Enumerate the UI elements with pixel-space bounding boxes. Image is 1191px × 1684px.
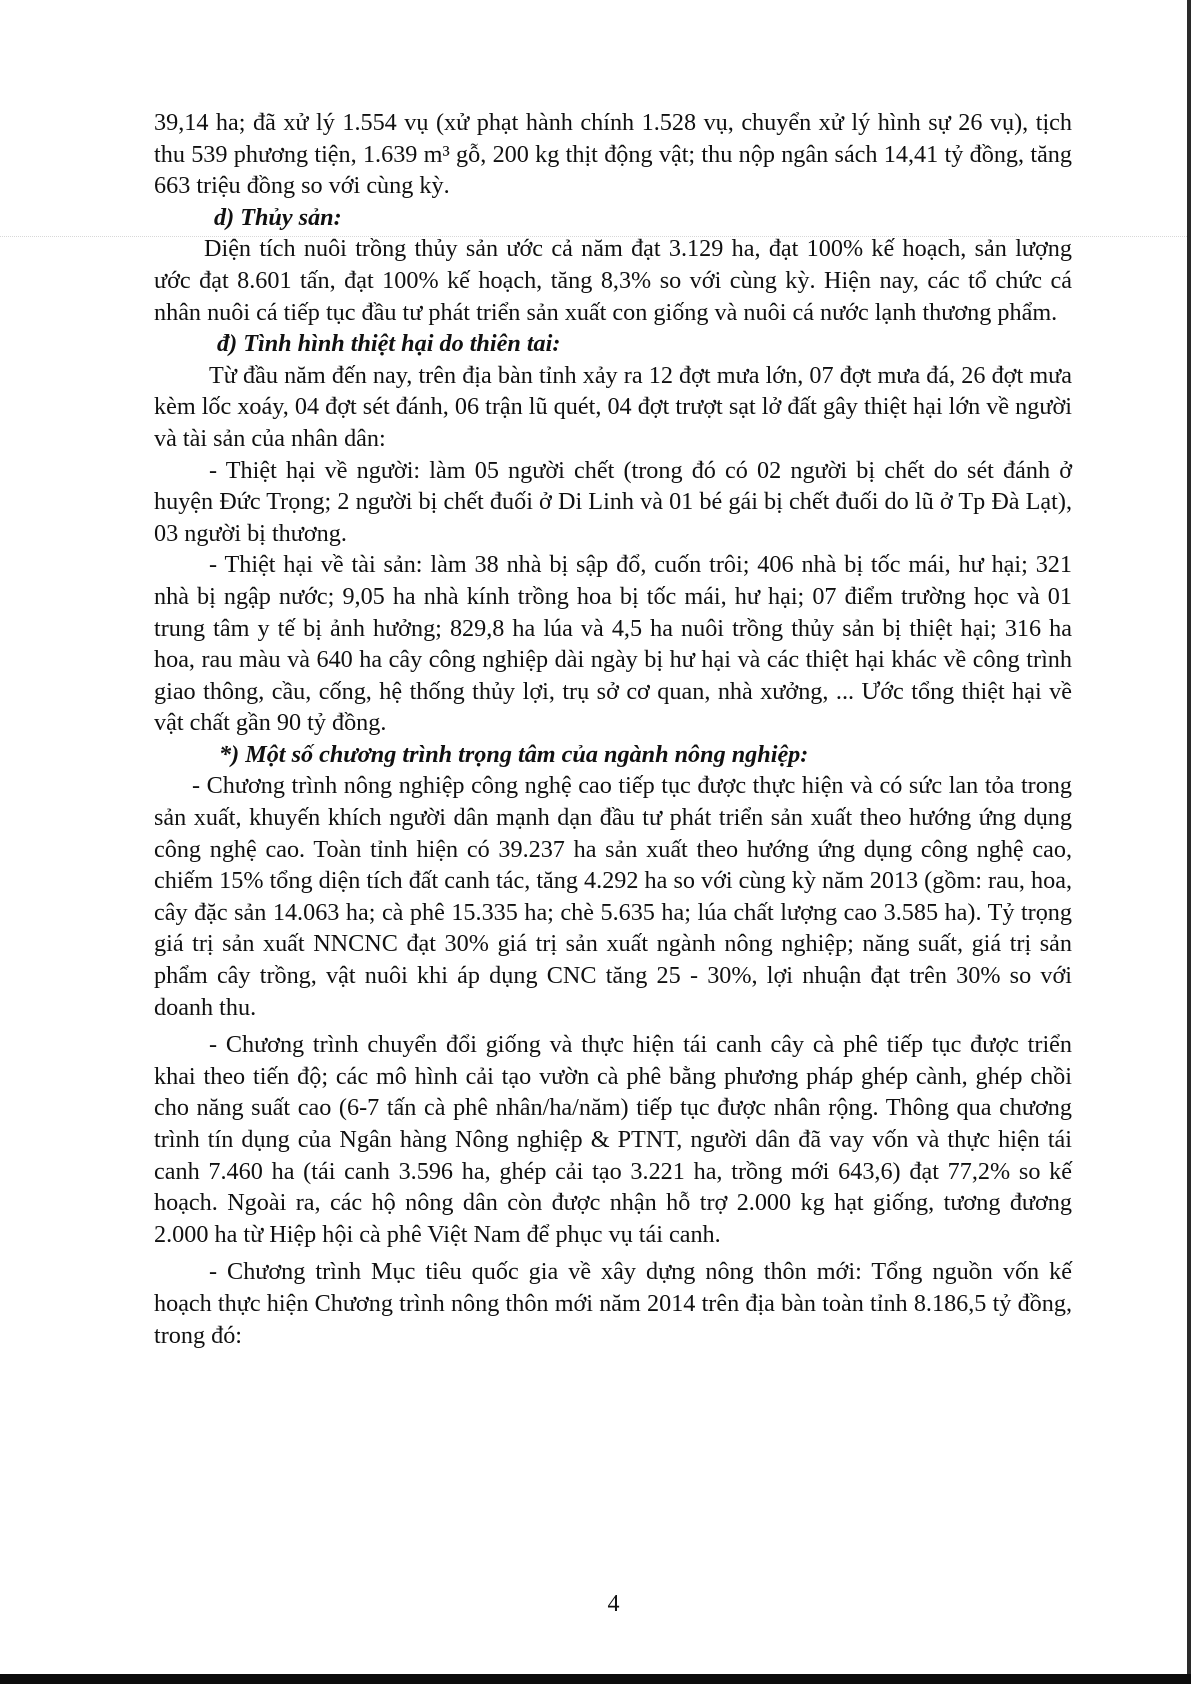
program-hightech-item: - Chương trình nông nghiệp công nghệ cao tiếp tục được thực hiện và có sức lan tỏa trong sản xuất, khuyến khích người dân mạnh dạn đầu tư phát triển sản xuất theo hướng ứng dụng công nghệ cao. Toàn tỉnh hiện có 39.237 ha sản xuất theo hướng ứng dụng công nghệ cao, chiếm 15% tổng diện tích đất canh tác, tăng 4.292 ha so với cùng kỳ năm 2013 (gồm: rau, hoa, cây đặc sản 14.063 ha; cà phê 15.335 ha; chè 5.635 ha; lúa chất lượng cao 3.585 ha). Tỷ trọng giá trị sản xuất NNCNC đạt 30% giá trị sản xuất ngành nông nghiệp; năng suất, giá trị sản phẩm cây trồng, vật nuôi khi áp dụng CNC tăng 25 - 30%, lợi nhuận đạt trên 30% so với doanh thu.: [154, 772, 1072, 1021]
program-coffee-item: - Chương trình chuyển đổi giống và thực hiện tái canh cây cà phê tiếp tục được triển khai theo tiến độ; các mô hình cải tạo vườn cà phê bằng phương pháp ghép cành, ghép chồi cho năng suất cao (6-7 tấn cà phê nhân/ha/năm) tiếp tục được nhân rộng. Thông qua chương trình tín dụng của Ngân hàng Nông nghiệp & PTNT, người dân đã vay vốn và thực hiện tái canh 7.460 ha (tái canh 3.596 ha, ghép cải tạo 3.221 ha, trồng mới 643,6) đạt 77,2% so kế hoạch. Ngoài ra, các hộ nông dân còn được nhận hỗ trợ 2.000 kg hạt giống, tương đương 2.000 ha từ Hiệp hội cà phê Việt Nam để phục vụ tái canh.: [154, 1031, 1072, 1248]
damage-people-item: - Thiệt hại về người: làm 05 người chết (trong đó có 02 người bị chết do sét đánh ở huyện Đức Trọng; 2 người bị chết đuối ở Di Linh và 01 bé gái bị chết đuối do lũ ở Tp Đà Lạt), 03 người bị thương.: [154, 456, 1072, 547]
programs-heading: *) Một số chương trình trọng tâm của ngành nông nghiệp:: [219, 740, 809, 768]
section-d-heading: d) Thủy sản:: [214, 203, 342, 231]
scan-edge-right: [1187, 0, 1191, 1684]
damage-property-item: - Thiệt hại về tài sản: làm 38 nhà bị sập đổ, cuốn trôi; 406 nhà bị tốc mái, hư hại; 321 nhà bị ngập nước; 9,05 ha nhà kính trồng hoa bị tốc mái, hư hại; 07 điểm trường học và 01 trung tâm y tế bị ảnh hưởng; 829,8 ha lúa và 4,5 ha nuôi trồng thủy sản bị thiệt hại; 316 ha hoa, rau màu và 640 ha cây công nghiệp dài ngày bị hư hại và các thiệt hại khác về công trình giao thông, cầu, cống, hệ thống thủy lợi, trụ sở cơ quan, nhà xưởng, ... Ước tổng thiệt hại về vật chất gần 90 tỷ đồng.: [154, 551, 1072, 737]
document-body: [154, 107, 1072, 1351]
page-number: 4: [607, 1591, 620, 1617]
scan-edge-bottom: [0, 1674, 1191, 1684]
section-d-body: Diện tích nuôi trồng thủy sản ước cả năm đạt 3.129 ha, đạt 100% kế hoạch, sản lượng ước đạt 8.601 tấn, đạt 100% kế hoạch, tăng 8,3% so với cùng kỳ. Hiện nay, các tổ chức cá nhân nuôi cá tiếp tục đầu tư phát triển sản xuất con giống và nuôi cá nước lạnh thương phẩm.: [154, 235, 1072, 326]
paragraph-continuation: 39,14 ha; đã xử lý 1.554 vụ (xử phạt hành chính 1.528 vụ, chuyển xử lý hình sự 26 vụ), tịch thu 539 phương tiện, 1.639 m³ gỗ, 200 kg thịt động vật; thu nộp ngân sách 14,41 tỷ đồng, tăng 663 triệu đồng so với cùng kỳ.: [154, 109, 1072, 200]
section-dd-heading: đ) Tình hình thiệt hại do thiên tai:: [217, 330, 561, 358]
program-rural-item: - Chương trình Mục tiêu quốc gia về xây dựng nông thôn mới: Tổng nguồn vốn kế hoạch thực hiện Chương trình nông thôn mới năm 2014 trên địa bàn toàn tỉnh 8.186,5 tỷ đồng, trong đó:: [154, 1258, 1072, 1349]
section-dd-intro: Từ đầu năm đến nay, trên địa bàn tỉnh xảy ra 12 đợt mưa lớn, 07 đợt mưa đá, 26 đợt mưa kèm lốc xoáy, 04 đợt sét đánh, 06 trận lũ quét, 04 đợt trượt sạt lở đất gây thiệt hại lớn về người và tài sản của nhân dân:: [154, 361, 1072, 452]
